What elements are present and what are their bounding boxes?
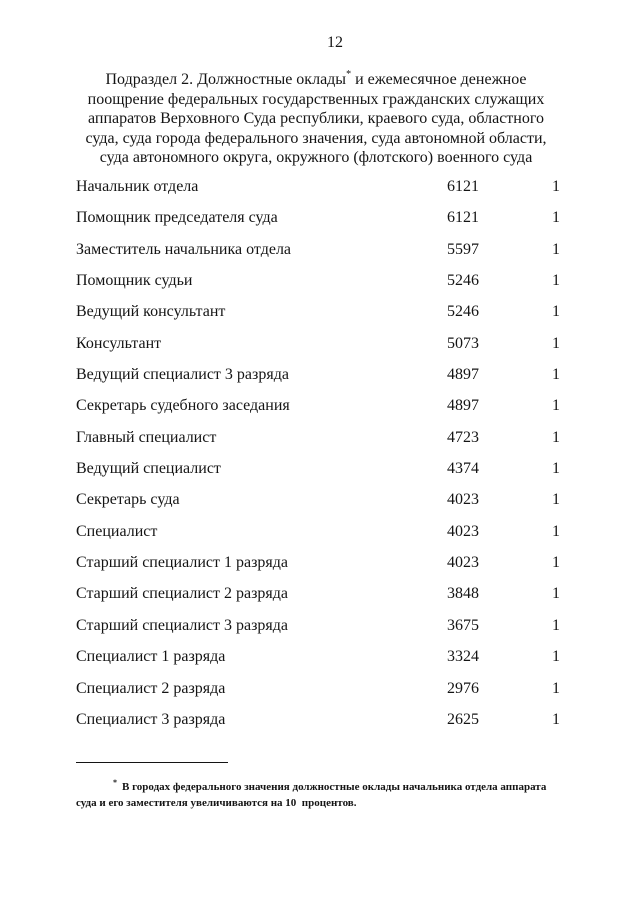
- salary-amount: 4023: [447, 554, 479, 572]
- salary-amount: 4023: [447, 522, 479, 540]
- position-name: Специалист 1 разряда: [76, 648, 226, 666]
- title-line-1-end: и ежемесячное денежное: [351, 71, 527, 88]
- table-row: [76, 328, 566, 359]
- table-row: [76, 704, 566, 735]
- salary-amount: 6121: [447, 209, 479, 227]
- title-line-3: аппаратов Верховного Суда республики, краевого суда, областного: [87, 110, 545, 127]
- position-name: Старший специалист 3 разряда: [76, 616, 288, 634]
- rate-value: 1: [552, 648, 560, 666]
- position-name: Старший специалист 1 разряда: [76, 554, 288, 572]
- rate-value: 1: [552, 334, 560, 352]
- title-line-4: суда, суда города федерального значения, суда автономной области,: [85, 129, 547, 147]
- footnote-line-2: суда и его заместителя увеличиваются на 10 процентов.: [76, 797, 357, 809]
- footnote: [76, 779, 566, 811]
- position-name: Секретарь судебного заседания: [76, 397, 290, 415]
- rate-value: 1: [552, 303, 560, 321]
- position-name: Заместитель начальника отдела: [76, 240, 292, 258]
- table-row: [76, 547, 566, 578]
- table-row: [76, 265, 566, 296]
- rate-value: 1: [552, 397, 560, 415]
- table-row: [76, 390, 566, 421]
- position-name: Помощник председателя суда: [76, 209, 278, 227]
- footnote-reference-mark: *: [346, 69, 352, 80]
- rate-value: 1: [552, 178, 560, 195]
- table-row: [76, 359, 566, 390]
- rate-value: 1: [552, 240, 560, 258]
- salary-amount: 3848: [447, 585, 479, 603]
- footnote-divider: [76, 762, 228, 763]
- salary-amount: 3675: [447, 616, 479, 634]
- rate-value: 1: [552, 710, 560, 728]
- title-line-1: [56, 70, 576, 90]
- rate-value: 1: [552, 460, 560, 478]
- salary-amount: 5597: [447, 240, 479, 258]
- salary-amount: 6121: [447, 178, 479, 195]
- table-row: [76, 453, 566, 484]
- position-name: Помощник судьи: [76, 272, 193, 290]
- table-row: [76, 641, 566, 672]
- position-name: Ведущий специалист 3 разряда: [76, 366, 289, 384]
- position-name: Секретарь суда: [76, 491, 180, 509]
- position-name: Старший специалист 2 разряда: [76, 585, 288, 603]
- table-row: [76, 296, 566, 327]
- rate-value: 1: [552, 522, 560, 540]
- position-name: Ведущий специалист: [76, 460, 221, 478]
- salary-amount: 4897: [447, 366, 479, 384]
- footnote-line-1-text: В городах федерального значения должностные оклады начальника отдела аппарата: [122, 781, 547, 793]
- salary-amount: 4374: [447, 460, 479, 478]
- salary-amount: 4023: [447, 491, 479, 509]
- table-row: [76, 171, 566, 202]
- table-row: [76, 610, 566, 641]
- position-name: Главный специалист: [76, 428, 217, 446]
- salary-amount: 4897: [447, 397, 479, 415]
- rate-value: 1: [552, 679, 560, 697]
- salary-amount: 4723: [447, 428, 479, 446]
- salary-amount: 2976: [447, 679, 479, 697]
- rate-value: 1: [552, 491, 560, 509]
- title-line-2: поощрение федеральных государственных гражданских служащих: [87, 90, 545, 108]
- rate-value: 1: [552, 585, 560, 603]
- position-name: Консультант: [76, 334, 162, 352]
- rate-value: 1: [552, 366, 560, 384]
- table-row: [76, 578, 566, 609]
- salary-amount: 5073: [447, 334, 479, 352]
- rate-value: 1: [552, 554, 560, 572]
- salary-amount: 3324: [447, 648, 479, 666]
- position-name: Специалист: [76, 522, 158, 540]
- rate-value: 1: [552, 272, 560, 290]
- position-name: Начальник отдела: [76, 178, 199, 195]
- position-name: Специалист 3 разряда: [76, 710, 226, 728]
- table-row: [76, 516, 566, 547]
- title-line-1-start: Подраздел 2. Должностные оклады: [105, 71, 347, 88]
- table-row: [76, 673, 566, 704]
- position-name: Ведущий консультант: [76, 303, 226, 321]
- table-row: [76, 234, 566, 265]
- salary-table: [76, 171, 566, 735]
- salary-amount: 2625: [447, 710, 479, 728]
- salary-amount: 5246: [447, 303, 479, 321]
- table-row: [76, 484, 566, 515]
- table-row: [76, 422, 566, 453]
- footnote-line-1: [76, 779, 566, 795]
- page-number: 12: [327, 34, 343, 51]
- rate-value: 1: [552, 209, 560, 227]
- table-row: [76, 202, 566, 233]
- rate-value: 1: [552, 428, 560, 446]
- rate-value: 1: [552, 616, 560, 634]
- position-name: Специалист 2 разряда: [76, 679, 226, 697]
- title-line-5: суда автономного округа, окружного (флотского) военного суда: [99, 149, 533, 166]
- section-title: [56, 70, 576, 168]
- footnote-mark: *: [113, 778, 117, 787]
- salary-amount: 5246: [447, 272, 479, 290]
